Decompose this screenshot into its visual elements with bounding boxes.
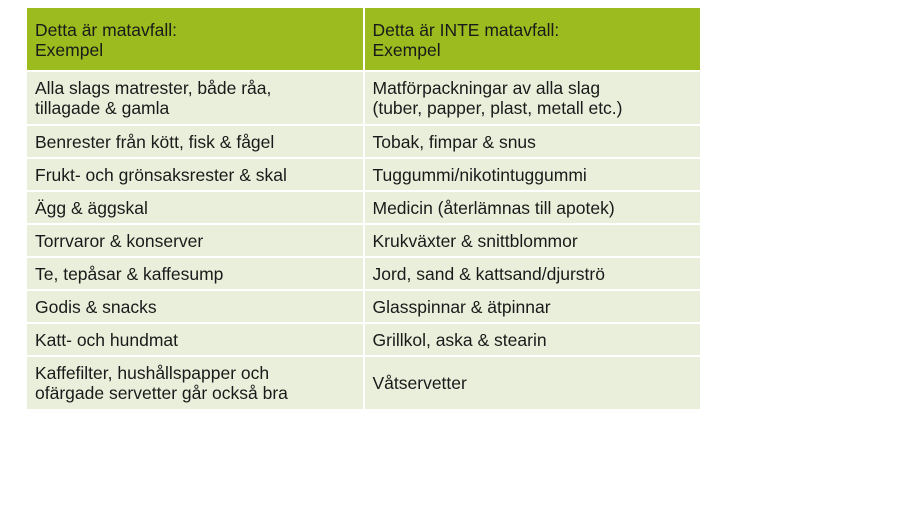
cell-text: Frukt- och grönsaksrester & skal [35, 164, 287, 185]
cell-text: Jord, sand & kattsand/djurströ [372, 263, 605, 284]
cell-text: Tuggummi/nikotintuggummi [372, 164, 587, 185]
cell-text: Glasspinnar & ätpinnar [372, 296, 551, 317]
cell-food-waste [27, 356, 364, 410]
cell-text: Godis & snacks [35, 296, 157, 317]
cell-food-waste [27, 158, 364, 191]
cell-text: (tuber, papper, plast, metall etc.) [372, 98, 623, 118]
cell-text: Tobak, fimpar & snus [372, 131, 536, 152]
cell-not-food-waste [364, 290, 701, 323]
cell-text: Medicin (återlämnas till apotek) [372, 197, 615, 218]
cell-not-food-waste [364, 158, 701, 191]
table-row [27, 71, 700, 125]
cell-text: Torrvaror & konserver [35, 230, 204, 251]
header-text: Exempel [35, 40, 104, 60]
header-row [27, 8, 700, 71]
header-text: Exempel [372, 40, 441, 60]
cell-text: Våtservetter [372, 373, 467, 393]
cell-not-food-waste [364, 191, 701, 224]
cell-food-waste [27, 191, 364, 224]
header-text: Detta är matavfall: [35, 20, 177, 40]
table-row [27, 158, 700, 191]
cell-food-waste [27, 257, 364, 290]
table-row [27, 290, 700, 323]
table-row [27, 191, 700, 224]
header-food-waste [27, 8, 364, 71]
food-waste-table [27, 8, 700, 411]
table-row [27, 356, 700, 410]
cell-text: Te, tepåsar & kaffesump [35, 263, 224, 284]
table-row [27, 257, 700, 290]
cell-text: Benrester från kött, fisk & fågel [35, 131, 275, 152]
cell-not-food-waste [364, 323, 701, 356]
table-row [27, 224, 700, 257]
cell-food-waste [27, 71, 364, 125]
table-row [27, 125, 700, 158]
cell-text: Grillkol, aska & stearin [372, 329, 547, 350]
cell-text: Matförpackningar av alla slag [372, 78, 601, 98]
cell-not-food-waste [364, 356, 701, 410]
cell-not-food-waste [364, 257, 701, 290]
cell-food-waste [27, 125, 364, 158]
cell-text: Krukväxter & snittblommor [372, 230, 578, 251]
cell-text: Alla slags matrester, både råa, [35, 78, 272, 98]
cell-text: ofärgade servetter går också bra [35, 383, 288, 403]
cell-food-waste [27, 224, 364, 257]
cell-not-food-waste [364, 125, 701, 158]
cell-text: Katt- och hundmat [35, 329, 178, 350]
cell-not-food-waste [364, 71, 701, 125]
cell-not-food-waste [364, 224, 701, 257]
header-text: Detta är INTE matavfall: [372, 20, 560, 40]
cell-food-waste [27, 290, 364, 323]
cell-text: Kaffefilter, hushållspapper och [35, 363, 270, 383]
header-not-food-waste [364, 8, 701, 71]
table-row [27, 323, 700, 356]
cell-food-waste [27, 323, 364, 356]
cell-text: tillagade & gamla [35, 98, 170, 118]
cell-text: Ägg & äggskal [35, 197, 148, 218]
